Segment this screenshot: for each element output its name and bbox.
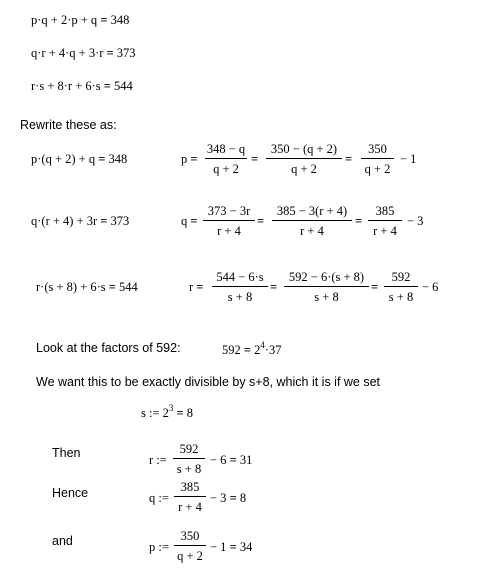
denominator: s + 8 <box>176 462 202 476</box>
equals-sign: = <box>371 280 379 294</box>
then-label: Then <box>52 446 81 460</box>
fraction-bar <box>368 220 402 221</box>
s-base: 2 <box>162 406 169 420</box>
fraction-bar <box>284 286 369 287</box>
denominator: r + 4 <box>178 500 202 514</box>
row2-lhs-expr: q·(r + 4) + 3r <box>31 214 98 228</box>
assign-sign: := <box>158 540 169 554</box>
row3-var-name: r <box>189 280 194 294</box>
equals-sign: = <box>251 152 259 166</box>
numerator: 544 − 6·s <box>216 270 264 284</box>
numerator: 350 − (q + 2) <box>270 142 338 156</box>
row2-rhs: 373 <box>110 214 130 228</box>
fraction-bar <box>266 158 342 159</box>
fraction-bar <box>174 496 206 497</box>
fraction-bar <box>361 158 394 159</box>
row2-var <box>181 214 198 228</box>
then-var <box>149 453 167 467</box>
equals-sign: = <box>196 280 204 294</box>
hence-label: Hence <box>52 486 89 500</box>
numerator: 592 <box>179 442 199 456</box>
denominator: q + 2 <box>364 162 391 176</box>
hence-var <box>149 491 169 505</box>
row2-fraction-3 <box>368 204 402 238</box>
hence-result: 8 <box>239 491 247 505</box>
equals-sign: = <box>100 13 108 27</box>
and-var <box>149 540 169 554</box>
numerator: 385 <box>180 480 200 494</box>
numerator: 373 − 3r <box>207 204 251 218</box>
equation-1 <box>31 13 129 27</box>
numerator: 385 − 3(r + 4) <box>276 204 348 218</box>
fraction-bar <box>212 286 268 287</box>
hence-var-name: q <box>149 491 156 505</box>
hence-tail-expr: − 3 <box>210 491 227 505</box>
then-var-name: r <box>149 453 154 467</box>
fraction-bar <box>205 158 247 159</box>
and-tail-expr: − 1 <box>210 540 227 554</box>
row1-fraction-2 <box>266 142 342 176</box>
row1-fraction-1 <box>205 142 247 176</box>
row3-var <box>189 280 203 294</box>
row3-rhs: 544 <box>119 280 138 294</box>
row3-fraction-3 <box>384 270 418 304</box>
denominator: r + 4 <box>217 224 241 238</box>
row3-tail: − 6 <box>422 280 439 294</box>
numerator: 385 <box>375 204 395 218</box>
and-tail <box>210 540 252 554</box>
and-fraction <box>174 529 206 563</box>
fraction-bar <box>272 220 352 221</box>
equals-sign: = <box>108 280 116 294</box>
fraction-bar <box>384 286 418 287</box>
fraction-bar <box>173 458 205 459</box>
row3-fraction-1 <box>212 270 268 304</box>
equals-sign: = <box>229 453 237 467</box>
row1-fraction-3 <box>361 142 394 176</box>
equals-sign: = <box>98 152 106 166</box>
rewrite-row2-lhs <box>31 214 129 228</box>
equals-sign: = <box>190 152 198 166</box>
equals-sign: = <box>106 46 114 60</box>
denominator: q + 2 <box>177 549 203 563</box>
equals-sign: = <box>243 343 251 357</box>
row2-fraction-1 <box>203 204 255 238</box>
denominator: s + 8 <box>227 290 253 304</box>
row1-rhs: 348 <box>108 152 128 166</box>
equation-2 <box>31 46 136 60</box>
equals-sign: = <box>355 214 363 228</box>
row3-lhs-expr: r·(s + 8) + 6·s <box>36 280 106 294</box>
s-exponent: 3 <box>168 403 174 413</box>
s-result: 8 <box>186 406 194 420</box>
equation-1-lhs: p·q + 2·p + q <box>31 13 98 27</box>
assign-sign: := <box>158 491 169 505</box>
row2-fraction-2 <box>272 204 352 238</box>
factors-rest: ·37 <box>264 343 282 357</box>
factors-text: Look at the factors of 592: <box>36 341 181 355</box>
row2-var-name: q <box>181 214 188 228</box>
equals-sign: = <box>103 79 111 93</box>
row2-tail: − 3 <box>407 214 424 228</box>
denominator: s + 8 <box>314 290 339 304</box>
and-label: and <box>52 534 73 548</box>
row1-var-name: p <box>181 152 188 166</box>
rewrite-row3-lhs <box>36 280 138 294</box>
divisible-text: We want this to be exactly divisible by s+8, which it is if we set <box>36 375 381 389</box>
equation-1-rhs: 348 <box>110 13 130 27</box>
equals-sign: = <box>190 214 198 228</box>
then-fraction <box>173 442 205 476</box>
equation-2-lhs: q·r + 4·q + 3·r <box>31 46 104 60</box>
rewrite-intro: Rewrite these as: <box>20 118 117 132</box>
equation-3 <box>31 79 133 93</box>
numerator: 592 − 6·(s + 8) <box>288 270 365 284</box>
then-tail-expr: − 6 <box>210 453 227 467</box>
row1-var <box>181 152 198 166</box>
then-tail <box>210 453 252 467</box>
equals-sign: = <box>229 491 237 505</box>
factors-expression <box>222 340 282 357</box>
equals-sign: = <box>257 214 265 228</box>
hence-fraction <box>174 480 206 514</box>
denominator: q + 2 <box>291 162 317 176</box>
denominator: s + 8 <box>388 290 414 304</box>
fraction-bar <box>174 545 206 546</box>
denominator: r + 4 <box>300 224 324 238</box>
denominator: r + 4 <box>373 224 397 238</box>
row3-fraction-2 <box>284 270 369 304</box>
equals-sign: = <box>345 152 353 166</box>
numerator: 350 <box>180 529 200 543</box>
hence-tail <box>210 491 246 505</box>
then-result: 31 <box>239 453 253 467</box>
numerator: 350 <box>368 142 387 156</box>
rewrite-row1-lhs <box>31 152 127 166</box>
equation-3-lhs: r·s + 8·r + 6·s <box>31 79 101 93</box>
factors-exponent: 4 <box>260 340 265 350</box>
and-var-name: p <box>149 540 156 554</box>
equals-sign: = <box>229 540 237 554</box>
equals-sign: = <box>270 280 278 294</box>
row1-lhs-expr: p·(q + 2) + q <box>31 152 96 166</box>
numerator: 348 − q <box>206 142 246 156</box>
equation-3-rhs: 544 <box>114 79 133 93</box>
numerator: 592 <box>391 270 411 284</box>
assign-sign: := <box>149 406 160 420</box>
row1-tail: − 1 <box>400 152 417 166</box>
equation-2-rhs: 373 <box>116 46 136 60</box>
fraction-bar <box>203 220 255 221</box>
equals-sign: = <box>176 406 184 420</box>
assign-sign: := <box>156 453 167 467</box>
set-s-expression <box>141 403 194 420</box>
denominator: q + 2 <box>213 162 239 176</box>
and-result: 34 <box>239 540 253 554</box>
factors-lhs: 592 <box>222 343 241 357</box>
s-var: s <box>141 406 146 420</box>
equals-sign: = <box>100 214 108 228</box>
factors-base: 2 <box>254 343 261 357</box>
